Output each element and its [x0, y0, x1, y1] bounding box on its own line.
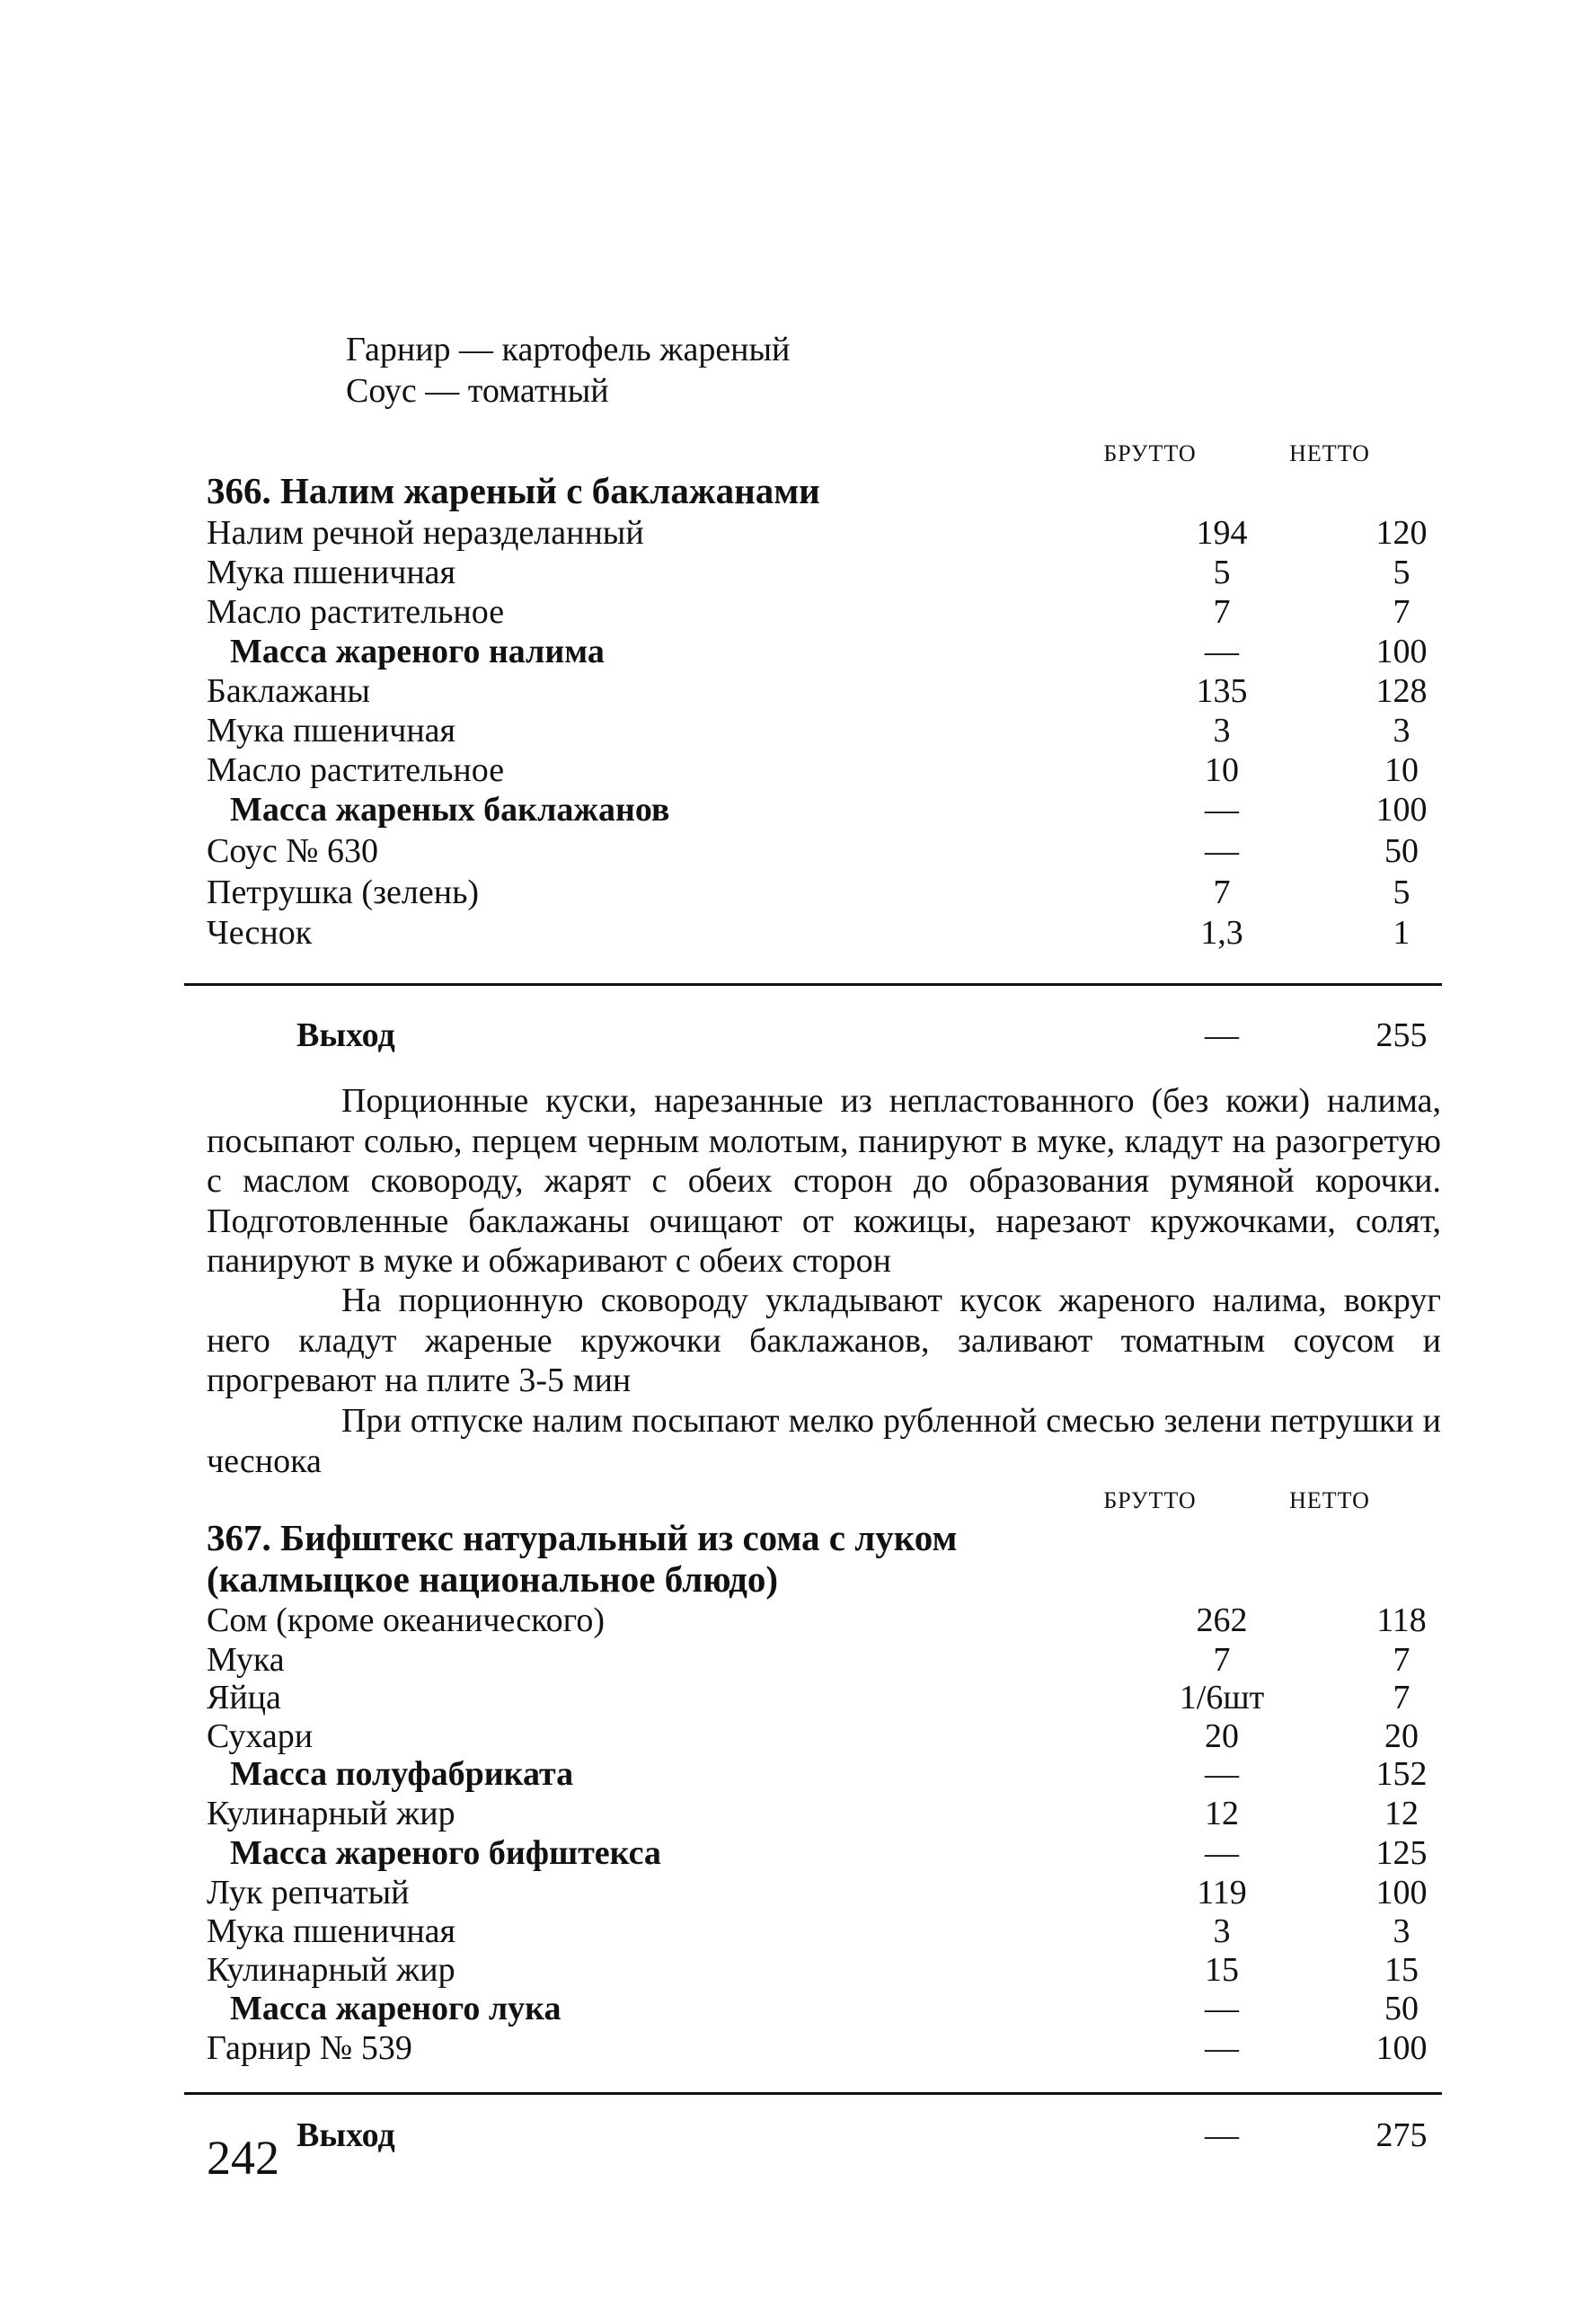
- brutto-value: —: [1205, 633, 1239, 670]
- method-paragraph: На порционную сковороду укладывают кусок жареного налима, вокруг него кладут жареные кружочки баклажанов, заливают томатным соусом и прогревают на плите 3-5 мин: [207, 1282, 1441, 1399]
- ingredient-name: Чеснок: [207, 914, 313, 952]
- brutto-value: 3: [1213, 1912, 1231, 1950]
- ingredient-row: [207, 831, 1428, 871]
- ingredient-row: [207, 2028, 1428, 2068]
- brutto-value: 10: [1205, 751, 1239, 789]
- brutto-value: 194: [1196, 514, 1248, 552]
- brutto-value: 1,3: [1200, 914, 1243, 952]
- subtotal-row: [207, 1989, 1428, 2028]
- netto-value: 128: [1375, 672, 1428, 710]
- netto-value: 50: [1384, 832, 1419, 870]
- ingredient-row: [207, 1640, 1428, 1680]
- subtotal-name: Масса жареных баклажанов: [230, 791, 670, 829]
- ingredient-name: Мука пшеничная: [207, 554, 456, 591]
- ingredient-row: [207, 513, 1428, 553]
- brutto-value: —: [1205, 1755, 1239, 1793]
- column-netto: НЕТТО: [1289, 1487, 1370, 1513]
- ingredient-name: Налим речной неразделанный: [207, 514, 644, 552]
- ingredient-name: Масло растительное: [207, 751, 505, 789]
- ingredient-row: [207, 1601, 1428, 1640]
- ingredient-row: [207, 1716, 1428, 1756]
- netto-value: 100: [1375, 1874, 1428, 1912]
- subtotal-row: [207, 1833, 1428, 1873]
- netto-value: 3: [1393, 712, 1410, 750]
- method-paragraph: Порционные куски, нарезанные из непластованного (без кожи) налима, посыпают солью, перцем черным молотым, панируют в муке, кладут на разогретую с маслом сковороду, жарят с обеих сторон до образования румяной корочки. Подготовленные баклажаны очищают от кожицы, нарезают кружочками, солят, панируют в муке и обжаривают с обеих сторон: [207, 1082, 1441, 1280]
- recipe-367-title: [207, 1517, 957, 1600]
- ingredient-name: Мука пшеничная: [207, 1912, 456, 1950]
- yield-row: [207, 1014, 1428, 1057]
- ingredient-name: Сухари: [207, 1717, 314, 1755]
- yield-netto: 255: [1375, 1016, 1428, 1054]
- brutto-value: —: [1205, 832, 1239, 870]
- netto-value: 3: [1393, 1912, 1410, 1950]
- ingredient-name: Петрушка (зелень): [207, 874, 480, 911]
- divider-rule: [184, 983, 1442, 986]
- ingredient-name: Яйца: [207, 1679, 281, 1716]
- ingredient-row: [207, 1794, 1428, 1833]
- netto-value: 120: [1375, 514, 1428, 552]
- ingredient-name: Сом (кроме океанического): [207, 1601, 605, 1639]
- subtotal-name: Масса жареного бифштекса: [230, 1834, 661, 1872]
- brutto-value: 5: [1213, 554, 1231, 591]
- netto-value: 7: [1393, 1641, 1410, 1679]
- page-number: 242: [207, 2131, 279, 2185]
- ingredient-row: [207, 671, 1428, 711]
- brutto-value: 15: [1205, 1951, 1239, 1989]
- netto-value: 118: [1376, 1601, 1427, 1639]
- netto-value: 5: [1393, 554, 1410, 591]
- netto-value: 10: [1384, 751, 1419, 789]
- column-netto: НЕТТО: [1289, 440, 1370, 466]
- subtotal-name: Масса жареного лука: [230, 1990, 562, 2027]
- netto-value: 100: [1375, 2029, 1428, 2067]
- garnish-line: Гарнир — картофель жареный: [346, 331, 791, 368]
- subtotal-row: [207, 632, 1428, 671]
- netto-value: 20: [1384, 1717, 1419, 1755]
- subtotal-row: [207, 790, 1428, 829]
- brutto-value: 262: [1196, 1601, 1248, 1639]
- brutto-value: 12: [1205, 1795, 1239, 1832]
- netto-value: 15: [1384, 1951, 1419, 1989]
- ingredient-name: Кулинарный жир: [207, 1795, 455, 1832]
- netto-value: 125: [1375, 1834, 1428, 1872]
- brutto-value: —: [1205, 791, 1239, 829]
- ingredient-row: [207, 592, 1428, 632]
- brutto-value: —: [1205, 1834, 1239, 1872]
- brutto-value: 3: [1213, 712, 1231, 750]
- yield-brutto: —: [1205, 1016, 1239, 1054]
- recipe-366-title: 366. Налим жареный с баклажанами: [207, 470, 820, 511]
- yield-row: [207, 2114, 1428, 2157]
- ingredient-name: Мука пшеничная: [207, 712, 456, 750]
- ingredient-row: [207, 711, 1428, 750]
- ingredient-name: Гарнир № 539: [207, 2029, 412, 2067]
- netto-value: 50: [1384, 1990, 1419, 2027]
- recipe-367-title-line2: (калмыцкое национальное блюдо): [207, 1558, 779, 1600]
- netto-value: 152: [1375, 1755, 1428, 1793]
- ingredient-row: [207, 1912, 1428, 1951]
- yield-netto: 275: [1375, 2116, 1428, 2154]
- brutto-value: 20: [1205, 1717, 1239, 1755]
- yield-brutto: —: [1205, 2116, 1239, 2154]
- ingredient-row: [207, 1950, 1428, 1990]
- ingredient-name: Лук репчатый: [207, 1874, 410, 1912]
- brutto-value: 1/6шт: [1179, 1679, 1265, 1716]
- column-brutto: БРУТТО: [1103, 1487, 1197, 1513]
- brutto-value: 7: [1213, 1641, 1231, 1679]
- subtotal-row: [207, 1754, 1428, 1794]
- ingredient-row: [207, 750, 1428, 790]
- brutto-value: 119: [1197, 1874, 1247, 1912]
- brutto-value: —: [1205, 1990, 1239, 2027]
- ingredient-row: [207, 1873, 1428, 1912]
- ingredient-name: Кулинарный жир: [207, 1951, 455, 1989]
- netto-value: 1: [1393, 914, 1410, 952]
- yield-label: Выход: [296, 1016, 395, 1054]
- subtotal-name: Масса жареного налима: [230, 633, 605, 670]
- ingredient-name: Масло растительное: [207, 593, 505, 631]
- brutto-value: —: [1205, 2029, 1239, 2067]
- netto-value: 100: [1375, 791, 1428, 829]
- ingredient-row: [207, 873, 1428, 912]
- netto-value: 5: [1393, 874, 1410, 911]
- brutto-value: 135: [1196, 672, 1248, 710]
- brutto-value: 7: [1213, 874, 1231, 911]
- ingredient-row: [207, 1678, 1428, 1717]
- recipe-367-title-line1: 367. Бифштекс натуральный из сома с луком: [207, 1517, 958, 1558]
- method-paragraph: При отпуске налим посыпают мелко рубленной смесью зелени петрушки и чеснока: [207, 1402, 1441, 1480]
- netto-value: 100: [1375, 633, 1428, 670]
- brutto-value: 7: [1213, 593, 1231, 631]
- netto-value: 7: [1393, 1679, 1410, 1716]
- divider-rule: [184, 2092, 1442, 2095]
- sauce-line: Соус — томатный: [346, 372, 609, 410]
- netto-value: 12: [1384, 1795, 1419, 1832]
- yield-label: Выход: [296, 2116, 395, 2154]
- netto-value: 7: [1393, 593, 1410, 631]
- ingredient-name: Мука: [207, 1641, 285, 1679]
- ingredient-name: Баклажаны: [207, 672, 370, 710]
- subtotal-name: Масса полуфабриката: [230, 1755, 574, 1793]
- column-brutto: БРУТТО: [1103, 440, 1197, 466]
- intro-block: [346, 329, 790, 412]
- ingredient-name: Соус № 630: [207, 832, 379, 870]
- ingredient-row: [207, 913, 1428, 953]
- ingredient-row: [207, 553, 1428, 592]
